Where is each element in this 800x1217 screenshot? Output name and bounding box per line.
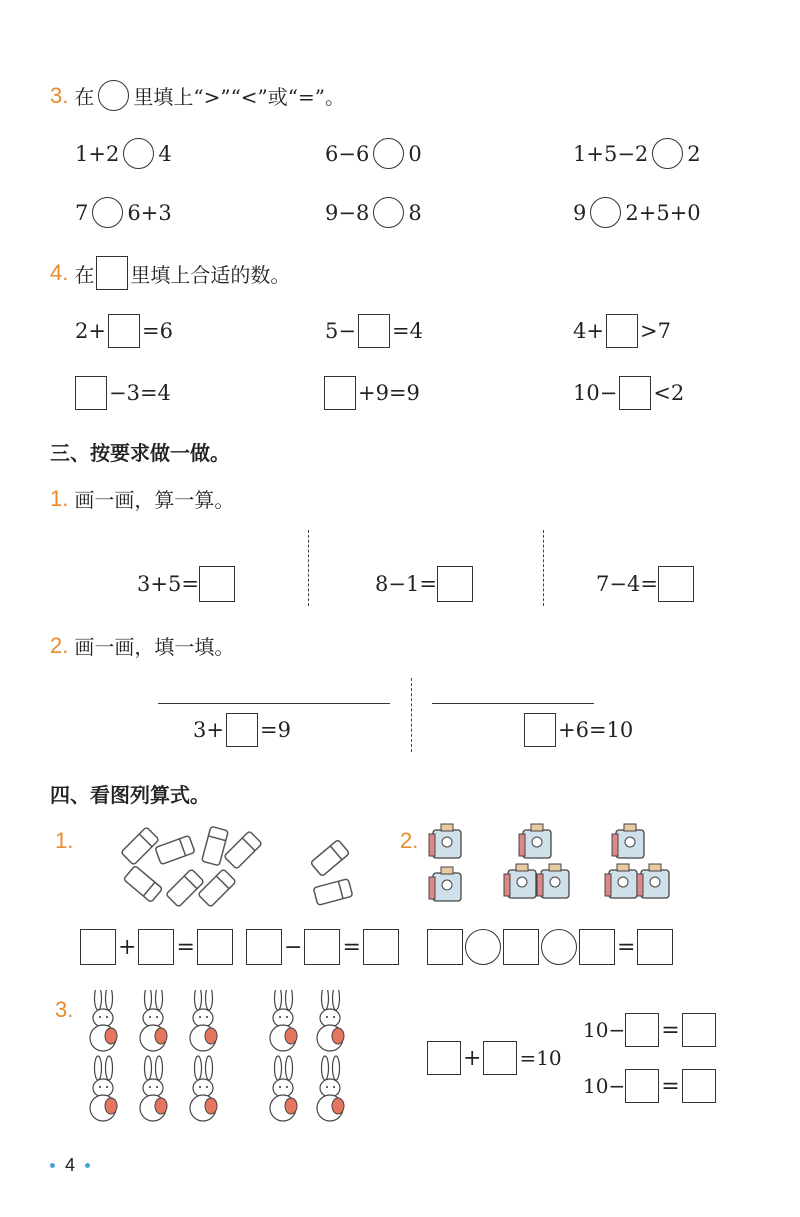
answer-circle[interactable] <box>373 138 404 169</box>
answer-circle[interactable] <box>123 138 154 169</box>
equation-text: 3+5= <box>137 572 199 596</box>
answer-box[interactable] <box>363 929 399 965</box>
page-number-text: 4 <box>65 1155 76 1175</box>
section4-title: 四、看图列算式。 <box>50 783 210 807</box>
section3-title: 三、按要求做一做。 <box>50 441 230 465</box>
answer-box[interactable] <box>199 566 235 602</box>
q3-item-left: 9−8 <box>325 200 370 225</box>
sec4-q3-number: 3. <box>55 997 74 1022</box>
q3-item-right: 2 <box>687 141 701 166</box>
answer-box[interactable] <box>619 376 651 410</box>
answer-box[interactable] <box>304 929 340 965</box>
q3-item-3 <box>573 138 701 169</box>
q3-item-left: 1+5−2 <box>573 141 649 166</box>
equals-sign: = <box>342 934 361 960</box>
q4-number: 4. <box>50 260 69 285</box>
answer-circle[interactable] <box>590 197 621 228</box>
answer-box[interactable] <box>427 1041 461 1075</box>
answer-box[interactable] <box>483 1041 517 1075</box>
q3-item-right: 0 <box>408 141 422 166</box>
q3-item-right: 6+3 <box>127 200 172 225</box>
q3-header <box>50 80 345 111</box>
q4-header <box>50 256 290 290</box>
q3-item-left: 6−6 <box>325 141 370 166</box>
answer-circle[interactable] <box>92 197 123 228</box>
q4-item-4 <box>73 376 171 410</box>
q3-pre: 在 <box>74 85 95 109</box>
answer-box[interactable] <box>579 929 615 965</box>
ten-minus: 10− <box>583 1018 626 1042</box>
sec3-q1-item-3 <box>596 566 694 602</box>
q3-instruction: 里填上“>”“<”或“=”。 <box>133 85 345 109</box>
q4-item-3 <box>573 314 671 348</box>
sec3-q2-left <box>193 713 291 747</box>
q4-item-left: 2+ <box>75 319 106 343</box>
answer-box[interactable] <box>503 929 539 965</box>
q4-item-left: 10− <box>573 381 618 405</box>
answer-box[interactable] <box>246 929 282 965</box>
answer-box[interactable] <box>524 713 556 747</box>
q4-item-right: >7 <box>639 319 671 343</box>
equals-sign: = <box>617 934 636 960</box>
answer-box[interactable] <box>625 1013 659 1047</box>
sec4-q2-number: 2. <box>400 828 419 853</box>
operator-circle[interactable] <box>541 929 577 965</box>
answer-box[interactable] <box>437 566 473 602</box>
divider <box>543 530 544 606</box>
drawing-line <box>158 703 390 704</box>
dot-icon <box>50 1163 55 1168</box>
q4-item-2 <box>325 314 423 348</box>
q3-number: 3. <box>50 82 69 108</box>
sec3-q1-item-1 <box>137 566 235 602</box>
q4-item-right: +9=9 <box>358 381 420 405</box>
equation-text: 3+ <box>193 718 224 742</box>
circle-icon <box>98 80 129 111</box>
q3-item-5 <box>325 197 422 228</box>
sec4-q3-equation-3 <box>583 1069 716 1103</box>
sec4-q2-equation <box>427 929 673 965</box>
answer-box[interactable] <box>682 1013 716 1047</box>
operator-circle[interactable] <box>465 929 501 965</box>
rabbits-illustration <box>75 990 365 1130</box>
page-number <box>50 1155 90 1176</box>
q3-item-4 <box>75 197 172 228</box>
sec3-q1-item-2 <box>375 566 473 602</box>
minus-sign: − <box>284 934 303 960</box>
equation-text: +6=10 <box>558 718 634 742</box>
sec3-q1-header <box>50 484 234 513</box>
answer-circle[interactable] <box>373 197 404 228</box>
equation-text: =9 <box>259 718 291 742</box>
answer-circle[interactable] <box>652 138 683 169</box>
answer-box[interactable] <box>108 314 140 348</box>
q3-item-1 <box>75 138 172 169</box>
q4-item-6 <box>573 376 684 410</box>
q4-item-5 <box>322 376 420 410</box>
answer-box[interactable] <box>138 929 174 965</box>
answer-box[interactable] <box>658 566 694 602</box>
answer-box[interactable] <box>324 376 356 410</box>
answer-box[interactable] <box>80 929 116 965</box>
equation-text: 7−4= <box>596 572 658 596</box>
sec4-q3-equation-1 <box>427 1041 564 1075</box>
square-icon <box>96 256 128 290</box>
plus-sign: + <box>118 934 137 960</box>
ten-minus: 10− <box>583 1074 626 1098</box>
q3-item-right: 2+5+0 <box>625 200 701 225</box>
answer-box[interactable] <box>682 1069 716 1103</box>
q3-item-left: 7 <box>75 200 89 225</box>
equals-sign: = <box>176 934 195 960</box>
answer-box[interactable] <box>75 376 107 410</box>
dot-icon <box>85 1163 90 1168</box>
q3-item-right: 8 <box>408 200 422 225</box>
q3-item-left: 9 <box>573 200 587 225</box>
q4-pre: 在 <box>74 262 95 287</box>
sec4-q1-equation-2 <box>246 929 399 965</box>
sec3-q2-number: 2. <box>50 632 69 658</box>
q4-item-right: =6 <box>141 319 173 343</box>
q3-item-2 <box>325 138 422 169</box>
q4-instruction: 里填上合适的数。 <box>130 262 291 287</box>
sec4-q3-equation-2 <box>583 1013 716 1047</box>
plus-sign: + <box>463 1045 482 1071</box>
equals-ten: =10 <box>519 1046 562 1070</box>
answer-box[interactable] <box>358 314 390 348</box>
drawing-line <box>432 703 594 704</box>
sec4-q1-equation-1 <box>80 929 233 965</box>
q3-item-left: 1+2 <box>75 141 120 166</box>
equals-sign: = <box>661 1073 680 1099</box>
sec3-q2-header <box>50 631 234 660</box>
answer-box[interactable] <box>226 713 258 747</box>
answer-box[interactable] <box>625 1069 659 1103</box>
answer-box[interactable] <box>427 929 463 965</box>
q4-item-right: =4 <box>391 319 423 343</box>
sec4-q1-number: 1. <box>55 828 74 853</box>
erasers-illustration <box>115 818 365 918</box>
sharpeners-illustration <box>425 820 680 915</box>
q3-item-6 <box>573 197 701 228</box>
sec3-q1-text: 画一画，算一算。 <box>74 488 235 512</box>
q4-item-left: 4+ <box>573 319 604 343</box>
q4-item-right: <2 <box>653 381 685 405</box>
equals-sign: = <box>661 1017 680 1043</box>
answer-box[interactable] <box>197 929 233 965</box>
q4-item-right: −3=4 <box>109 381 171 405</box>
divider <box>308 530 309 606</box>
answer-box[interactable] <box>606 314 638 348</box>
q4-item-1 <box>75 314 173 348</box>
divider <box>411 678 412 752</box>
q4-item-left: 5− <box>325 319 356 343</box>
sec3-q1-number: 1. <box>50 485 69 511</box>
sec3-q2-text: 画一画，填一填。 <box>74 635 235 659</box>
equation-text: 8−1= <box>375 572 437 596</box>
sec3-q2-right <box>522 713 633 747</box>
q3-item-right: 4 <box>158 141 172 166</box>
answer-box[interactable] <box>637 929 673 965</box>
